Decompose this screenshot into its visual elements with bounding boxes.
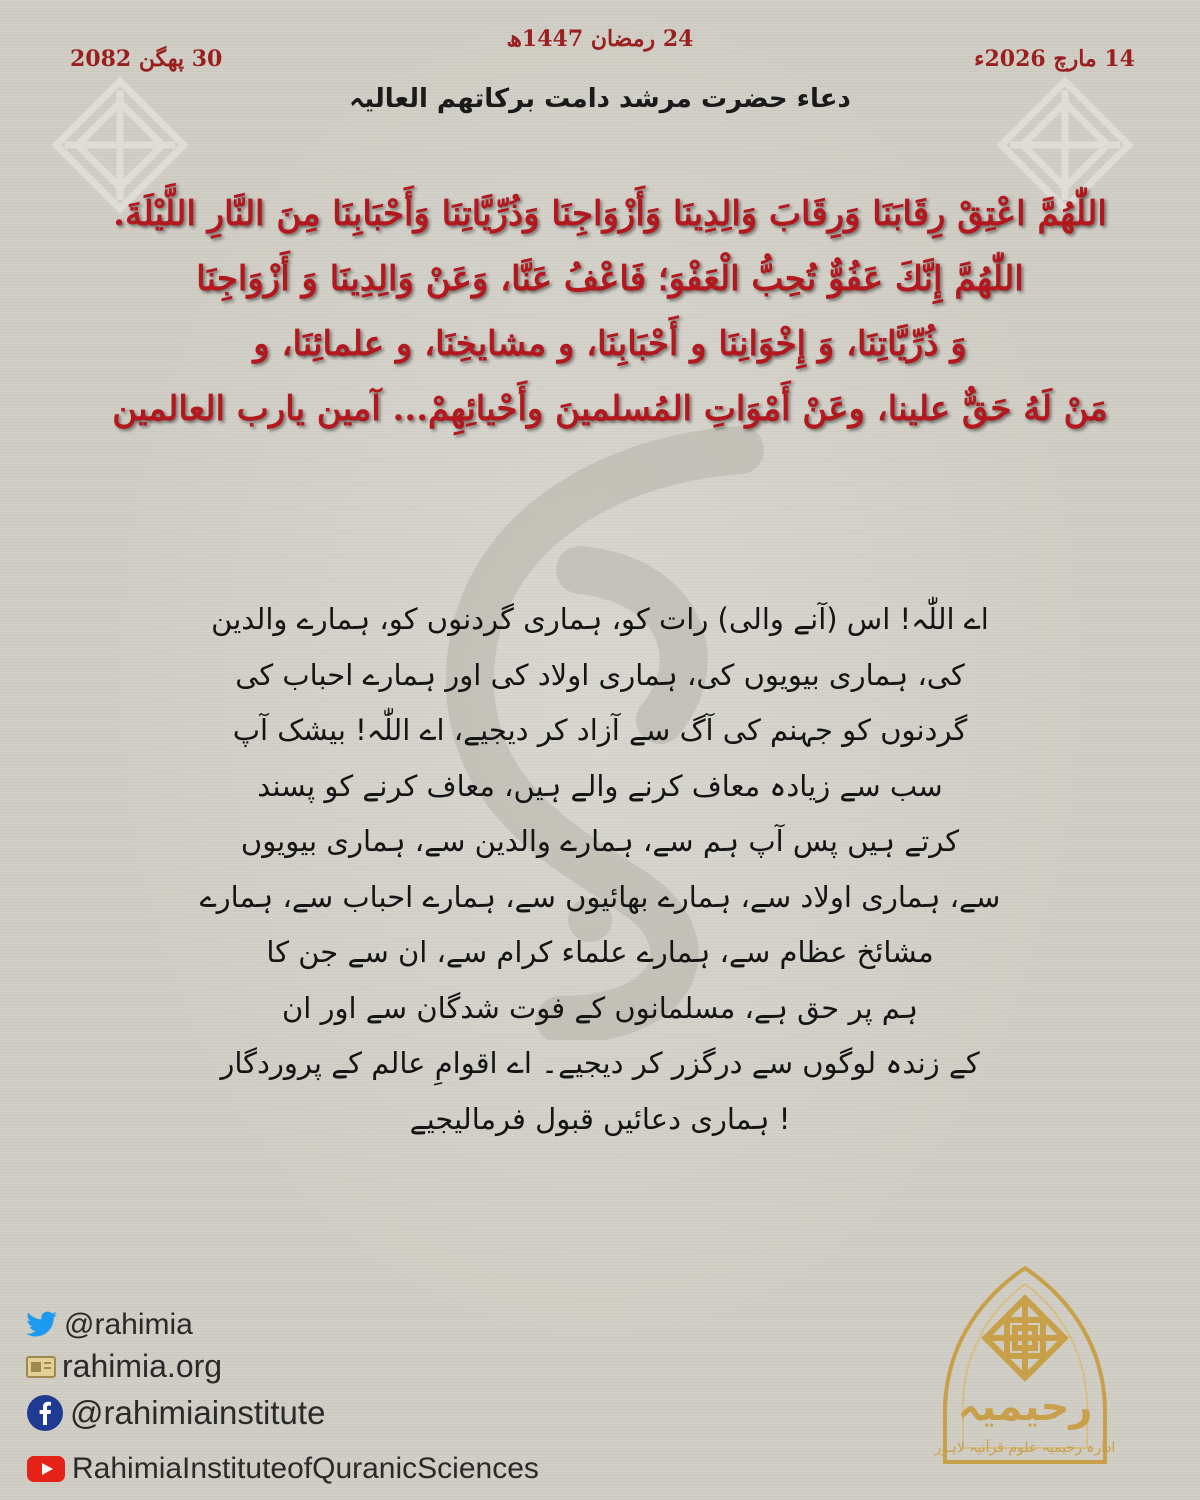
twitter-handle: @rahimia — [64, 1308, 193, 1341]
urdu-line: ہم پر حق ہے، مسلمانوں کے فوت شدگان سے اور ان — [281, 990, 919, 1025]
hijri-date: 24 رمضان 1447ھ — [506, 26, 694, 52]
web-icon — [26, 1354, 56, 1380]
youtube-channel: RahimiaInstituteofQuranicSciences — [72, 1452, 539, 1485]
urdu-line: سے، ہماری اولاد سے، ہمارے بھائیوں سے، ہمارے احباب سے، ہمارے — [199, 879, 1001, 914]
urdu-line: کرتے ہیں پس آپ ہم سے، ہمارے والدین سے، ہماری بیویوں — [240, 824, 960, 858]
youtube-icon — [26, 1455, 66, 1483]
facebook-icon — [26, 1394, 64, 1432]
urdu-line: گردنوں کو جہنم کی آگ سے آزاد کر دیجیے، اے اللّٰہ! بیشک آپ — [232, 713, 968, 747]
urdu-line: سب سے زیادہ معاف کرنے والے ہیں، معاف کرنے کو پسند — [257, 768, 943, 803]
urdu-line: کے زندہ لوگوں سے درگزر کر دیجیے۔ اے اقوامِ عالم کے پروردگار — [220, 1046, 980, 1080]
urdu-translation — [170, 592, 1030, 1147]
website-link[interactable] — [26, 1348, 222, 1385]
arabic-line: وَ ذُرِّيَّاتِنَا، وَ إِخْوَانِنَا و أَحْبَابِنَا، و مشايخِنَا، و علمائِنَا، و — [253, 324, 967, 364]
rahimia-logo-icon — [915, 1262, 1135, 1492]
urdu-line: مشائخ عظام سے، ہمارے علماء کرام سے، ان سے جن کا — [266, 935, 934, 969]
logo-subtitle: ادارہ رحیمیہ علوم قرآنیہ لاہور — [934, 1440, 1116, 1456]
arabic-line: اللّٰهُمَّ إِنَّكَ عَفُوٌّ تُحِبُّ الْعَفْوَ؛ فَاعْفُ عَنَّا، وَعَنْ وَالِدِينَا وَ أَزْوَاجِنَا — [196, 259, 1024, 299]
gregorian-date: 14 مارچ 2026ء — [974, 46, 1135, 72]
urdu-line: کی، ہماری بیویوں کی، ہماری اولاد کی اور ہمارے احباب کی — [235, 657, 965, 692]
youtube-link[interactable] — [26, 1452, 539, 1486]
urdu-line: اے اللّٰہ! اس (آنے والی) رات کو، ہماری گردنوں کو، ہمارے والدین — [211, 602, 989, 636]
twitter-icon — [26, 1311, 58, 1339]
bikrami-date: 30 پھگن 2082 — [70, 46, 223, 72]
twitter-link[interactable] — [26, 1308, 193, 1342]
arabic-line: مَنْ لَهُ حَقٌّ علينا، وعَنْ أَمْوَاتِ المُسلمينَ وأَحْيائِهِمْ... آمين يارب العالمين — [112, 389, 1108, 429]
website-url: rahimia.org — [62, 1348, 223, 1384]
arabic-line: اللّٰهُمَّ اعْتِقْ رِقَابَنَا وَرِقَابَ وَالِدِينَا وَأَزْوَاجِنَا وَذُرِّيَّاتِنَا وَأَحْبَابِنَا مِنَ النَّارِ اللَّيْلَةَ. — [113, 194, 1107, 234]
logo-name: رحیمیہ — [957, 1384, 1093, 1430]
facebook-link[interactable] — [26, 1394, 325, 1432]
facebook-handle: @rahimiainstitute — [70, 1394, 326, 1431]
arabic-dua — [110, 182, 1110, 442]
page-title: دعاء حضرت مرشد دامت برکاتھم العالیہ — [349, 84, 851, 114]
urdu-line: ! ہماری دعائیں قبول فرمالیجیے — [409, 1101, 791, 1136]
